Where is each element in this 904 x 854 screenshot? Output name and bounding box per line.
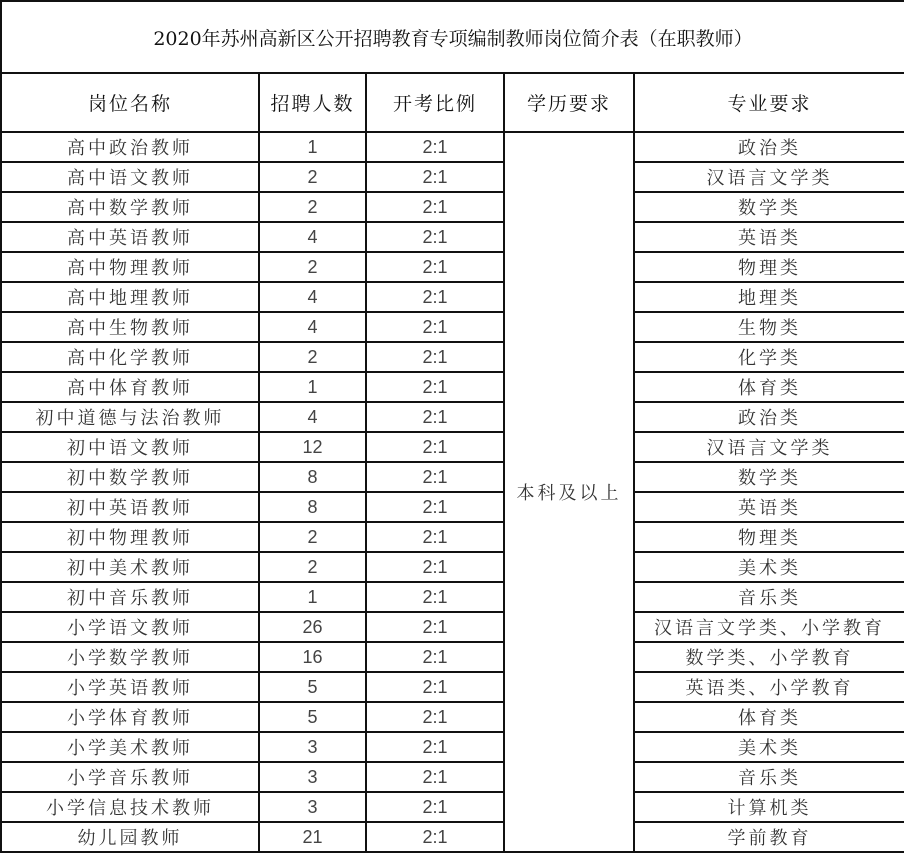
cell-ratio: 2:1 bbox=[366, 222, 504, 252]
cell-ratio: 2:1 bbox=[366, 162, 504, 192]
table-row bbox=[1, 522, 904, 552]
table-row bbox=[1, 732, 904, 762]
cell-ratio: 2:1 bbox=[366, 312, 504, 342]
cell-ratio: 2:1 bbox=[366, 612, 504, 642]
cell-position: 初中数学教师 bbox=[1, 462, 259, 492]
table-row bbox=[1, 192, 904, 222]
cell-ratio: 2:1 bbox=[366, 462, 504, 492]
cell-major: 物理类 bbox=[634, 522, 904, 552]
cell-ratio: 2:1 bbox=[366, 822, 504, 852]
cell-major: 音乐类 bbox=[634, 582, 904, 612]
cell-ratio: 2:1 bbox=[366, 582, 504, 612]
cell-count: 2 bbox=[259, 342, 366, 372]
cell-ratio: 2:1 bbox=[366, 252, 504, 282]
cell-position: 高中化学教师 bbox=[1, 342, 259, 372]
cell-count: 16 bbox=[259, 642, 366, 672]
cell-ratio: 2:1 bbox=[366, 342, 504, 372]
cell-ratio: 2:1 bbox=[366, 192, 504, 222]
cell-count: 4 bbox=[259, 402, 366, 432]
cell-count: 2 bbox=[259, 522, 366, 552]
table-row bbox=[1, 282, 904, 312]
cell-ratio: 2:1 bbox=[366, 672, 504, 702]
table-body bbox=[1, 132, 904, 852]
cell-count: 26 bbox=[259, 612, 366, 642]
table-row bbox=[1, 492, 904, 522]
cell-major: 音乐类 bbox=[634, 762, 904, 792]
cell-position: 高中数学教师 bbox=[1, 192, 259, 222]
cell-position: 小学数学教师 bbox=[1, 642, 259, 672]
title-row bbox=[1, 1, 904, 73]
cell-position: 高中体育教师 bbox=[1, 372, 259, 402]
cell-major: 数学类、小学教育 bbox=[634, 642, 904, 672]
table-row bbox=[1, 432, 904, 462]
header-ratio: 开考比例 bbox=[366, 73, 504, 132]
cell-position: 小学语文教师 bbox=[1, 612, 259, 642]
cell-major: 政治类 bbox=[634, 402, 904, 432]
cell-position: 小学美术教师 bbox=[1, 732, 259, 762]
cell-count: 3 bbox=[259, 792, 366, 822]
table-row bbox=[1, 552, 904, 582]
cell-count: 3 bbox=[259, 762, 366, 792]
table-row bbox=[1, 762, 904, 792]
cell-count: 5 bbox=[259, 672, 366, 702]
header-education: 学历要求 bbox=[504, 73, 634, 132]
cell-position: 初中物理教师 bbox=[1, 522, 259, 552]
cell-major: 汉语言文学类 bbox=[634, 162, 904, 192]
cell-ratio: 2:1 bbox=[366, 732, 504, 762]
cell-count: 2 bbox=[259, 552, 366, 582]
cell-count: 1 bbox=[259, 372, 366, 402]
cell-major: 英语类 bbox=[634, 222, 904, 252]
table-row bbox=[1, 462, 904, 492]
table-row bbox=[1, 132, 904, 162]
cell-major: 体育类 bbox=[634, 702, 904, 732]
cell-major: 汉语言文学类、小学教育 bbox=[634, 612, 904, 642]
cell-major: 生物类 bbox=[634, 312, 904, 342]
cell-ratio: 2:1 bbox=[366, 372, 504, 402]
cell-position: 小学体育教师 bbox=[1, 702, 259, 732]
cell-position: 高中生物教师 bbox=[1, 312, 259, 342]
cell-position: 高中物理教师 bbox=[1, 252, 259, 282]
cell-major: 政治类 bbox=[634, 132, 904, 162]
cell-position: 初中美术教师 bbox=[1, 552, 259, 582]
cell-position: 高中语文教师 bbox=[1, 162, 259, 192]
cell-count: 5 bbox=[259, 702, 366, 732]
cell-major: 体育类 bbox=[634, 372, 904, 402]
cell-ratio: 2:1 bbox=[366, 402, 504, 432]
table-row bbox=[1, 372, 904, 402]
cell-major: 计算机类 bbox=[634, 792, 904, 822]
cell-count: 2 bbox=[259, 192, 366, 222]
cell-position: 初中语文教师 bbox=[1, 432, 259, 462]
header-row bbox=[1, 73, 904, 132]
table-row bbox=[1, 162, 904, 192]
cell-major: 美术类 bbox=[634, 732, 904, 762]
header-count: 招聘人数 bbox=[259, 73, 366, 132]
cell-major: 汉语言文学类 bbox=[634, 432, 904, 462]
cell-position: 初中音乐教师 bbox=[1, 582, 259, 612]
cell-ratio: 2:1 bbox=[366, 792, 504, 822]
cell-ratio: 2:1 bbox=[366, 552, 504, 582]
cell-position: 高中政治教师 bbox=[1, 132, 259, 162]
cell-ratio: 2:1 bbox=[366, 522, 504, 552]
cell-ratio: 2:1 bbox=[366, 702, 504, 732]
cell-ratio: 2:1 bbox=[366, 642, 504, 672]
table-row bbox=[1, 582, 904, 612]
table-row bbox=[1, 252, 904, 282]
header-position: 岗位名称 bbox=[1, 73, 259, 132]
cell-ratio: 2:1 bbox=[366, 132, 504, 162]
cell-count: 8 bbox=[259, 462, 366, 492]
cell-major: 英语类、小学教育 bbox=[634, 672, 904, 702]
cell-count: 8 bbox=[259, 492, 366, 522]
cell-major: 地理类 bbox=[634, 282, 904, 312]
table-row bbox=[1, 312, 904, 342]
table-row bbox=[1, 672, 904, 702]
table-row bbox=[1, 402, 904, 432]
table-row bbox=[1, 342, 904, 372]
table-row bbox=[1, 222, 904, 252]
table-row bbox=[1, 822, 904, 852]
cell-position: 初中道德与法治教师 bbox=[1, 402, 259, 432]
cell-major: 数学类 bbox=[634, 462, 904, 492]
cell-count: 4 bbox=[259, 282, 366, 312]
cell-major: 数学类 bbox=[634, 192, 904, 222]
table-title: 2020年苏州高新区公开招聘教育专项编制教师岗位简介表（在职教师） bbox=[1, 1, 904, 73]
cell-position: 小学信息技术教师 bbox=[1, 792, 259, 822]
header-major: 专业要求 bbox=[634, 73, 904, 132]
cell-major: 英语类 bbox=[634, 492, 904, 522]
cell-position: 小学音乐教师 bbox=[1, 762, 259, 792]
cell-position: 高中地理教师 bbox=[1, 282, 259, 312]
cell-count: 21 bbox=[259, 822, 366, 852]
cell-ratio: 2:1 bbox=[366, 282, 504, 312]
cell-count: 2 bbox=[259, 252, 366, 282]
table-row bbox=[1, 702, 904, 732]
cell-major: 美术类 bbox=[634, 552, 904, 582]
cell-ratio: 2:1 bbox=[366, 762, 504, 792]
cell-count: 12 bbox=[259, 432, 366, 462]
cell-major: 学前教育 bbox=[634, 822, 904, 852]
cell-major: 物理类 bbox=[634, 252, 904, 282]
cell-count: 3 bbox=[259, 732, 366, 762]
cell-ratio: 2:1 bbox=[366, 492, 504, 522]
cell-position: 小学英语教师 bbox=[1, 672, 259, 702]
table-row bbox=[1, 642, 904, 672]
cell-position: 初中英语教师 bbox=[1, 492, 259, 522]
cell-count: 1 bbox=[259, 582, 366, 612]
table-row bbox=[1, 612, 904, 642]
cell-count: 2 bbox=[259, 162, 366, 192]
cell-position: 幼儿园教师 bbox=[1, 822, 259, 852]
cell-major: 化学类 bbox=[634, 342, 904, 372]
cell-count: 4 bbox=[259, 312, 366, 342]
cell-position: 高中英语教师 bbox=[1, 222, 259, 252]
cell-education: 本科及以上 bbox=[504, 132, 634, 852]
cell-ratio: 2:1 bbox=[366, 432, 504, 462]
cell-count: 4 bbox=[259, 222, 366, 252]
table-row bbox=[1, 792, 904, 822]
cell-count: 1 bbox=[259, 132, 366, 162]
